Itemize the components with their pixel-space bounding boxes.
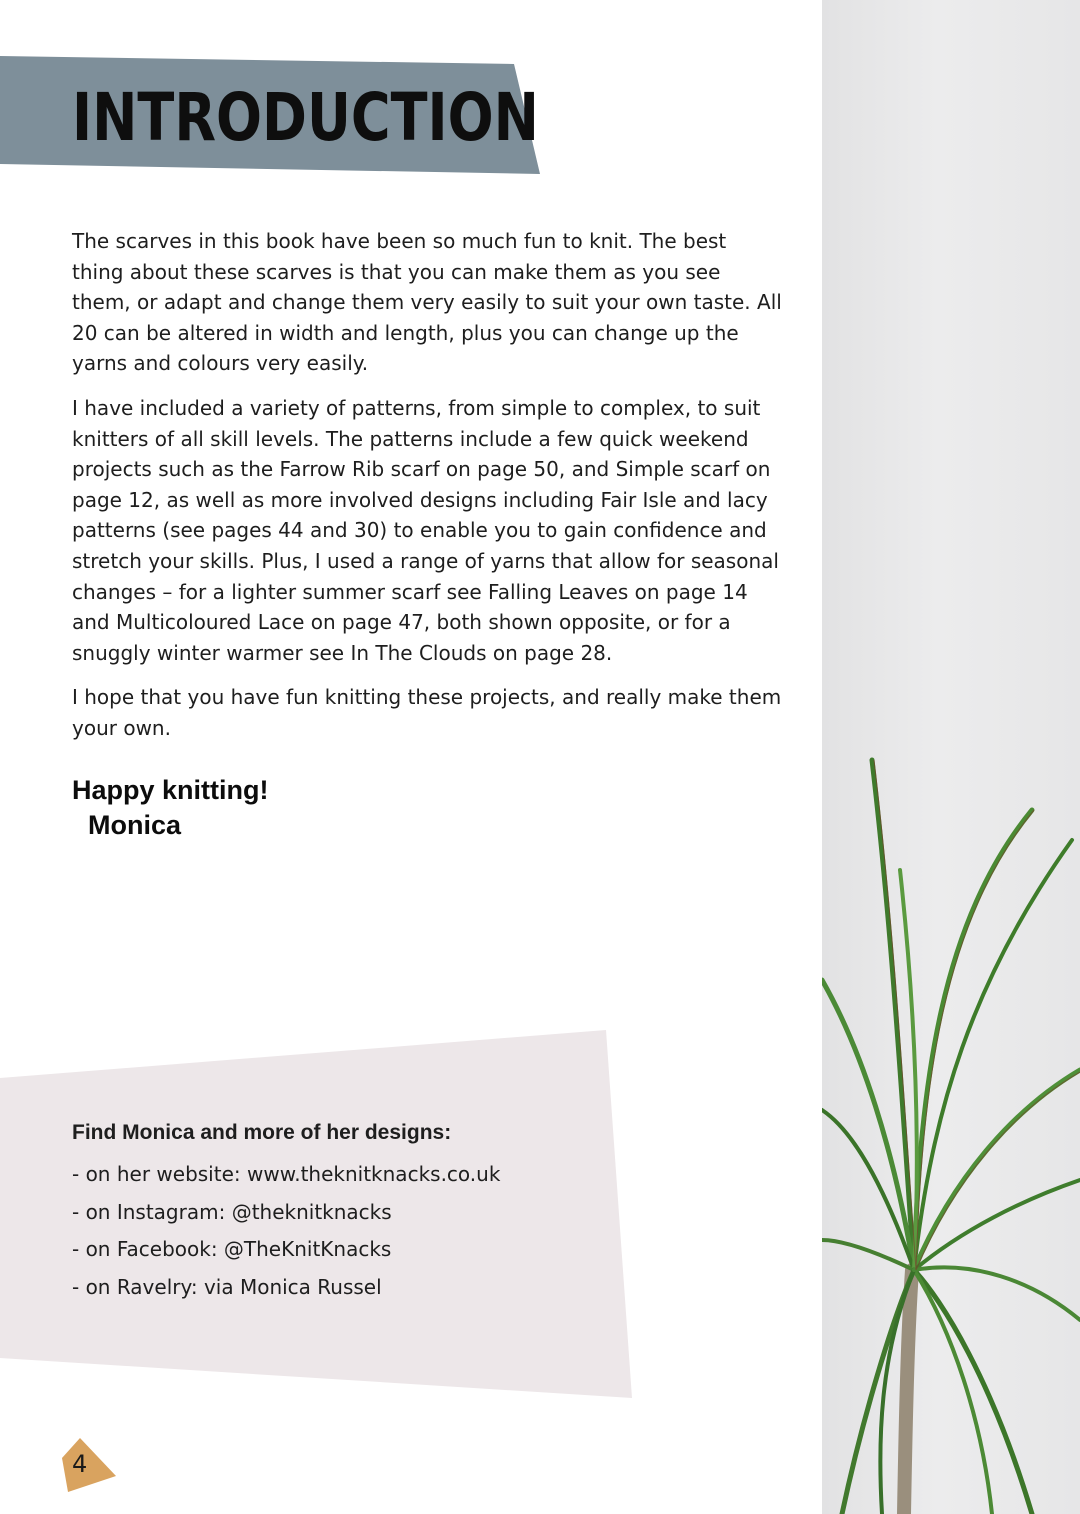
contact-website[interactable]: - on her website: www.theknitknacks.co.uk: [72, 1162, 501, 1186]
signoff: [72, 773, 269, 843]
intro-paragraph: I have included a variety of patterns, from simple to complex, to suit knitters of all skill levels. The patterns include a few quick weekend projects such as the Farrow Rib scarf on page 50, and Simple scarf on page 12, as well as more involved designs including Fair Isle and lacy patterns (see pages 44 and 30) to enable you to gain confidence and stretch your skills. Plus, I used a range of yarns that allow for seasonal changes – for a lighter summer scarf see Falling Leaves on page 14 and Multicoloured Lace on page 47, both shown opposite, or for a snuggly winter warmer see In The Clouds on page 28.: [72, 395, 779, 665]
page-title: INTRODUCTION: [72, 79, 539, 156]
contact-instagram[interactable]: - on Instagram: @theknitknacks: [72, 1199, 392, 1224]
plant-photo: [822, 0, 1080, 1514]
contact-facebook[interactable]: - on Facebook: @TheKnitKnacks: [72, 1237, 392, 1261]
plant-illustration: [822, 0, 1080, 1514]
intro-paragraph: The scarves in this book have been so much fun to knit. The best thing about these scarves is that you can make them as you see them, or adapt and change them very easily to suit your own taste. All 20 can be altered in width and length, plus you can change up the yarns and colours very easily.: [72, 229, 782, 376]
contact-heading: Find Monica and more of her designs:: [72, 1121, 452, 1144]
intro-text: [72, 226, 784, 758]
intro-paragraph: I hope that you have fun knitting these projects, and really make them your own.: [72, 685, 782, 740]
signoff-name: Monica: [88, 810, 182, 840]
signoff-greeting: Happy knitting!: [72, 775, 269, 805]
page-number-shape: [58, 1436, 118, 1496]
contact-section: [72, 1118, 592, 1306]
page-number-badge: [58, 1436, 118, 1496]
page-number: 4: [72, 1450, 88, 1478]
contact-ravelry[interactable]: - on Ravelry: via Monica Russel: [72, 1274, 382, 1299]
